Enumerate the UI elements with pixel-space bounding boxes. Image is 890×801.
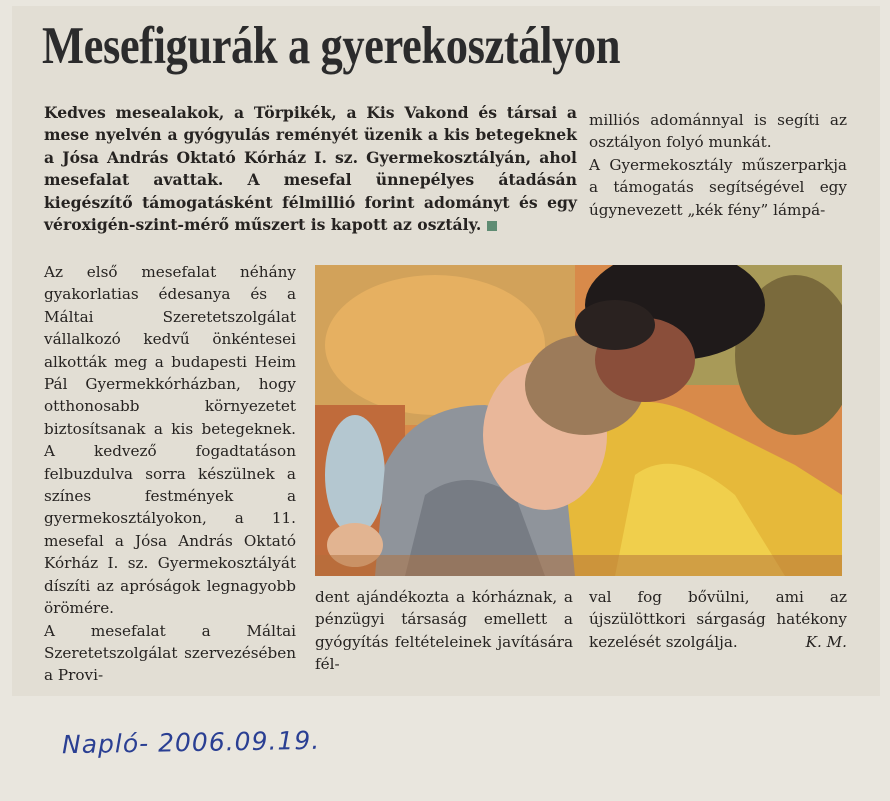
- author-signature: K. M.: [805, 632, 847, 651]
- lead-paragraph: [44, 102, 577, 236]
- headline: Mesefigurák a gyerekosztályon: [42, 17, 621, 75]
- col2-bottom-paragraph: dent ajándékozta a kórháznak, a pénzügyi társaság emellett a gyógyítás feltételeinek javítására fél-: [315, 588, 573, 674]
- col3-bottom-text: val fog bővülni, ami az újszülöttkori sárgaság hatékony kezelését szolgálja.: [589, 588, 847, 651]
- lead-text: Kedves mesealakok, a Törpikék, a Kis Vakond és társai a mese nyelvén a gyógyulás reményét üzenik a kis betegeknek a Jósa András Oktató Kórház I. sz. Gyermekosztályán, ahol mesefalat avattak. A mesefal ünnepélyes átadásán kiegészítő támogatásként félmillió forint adományt és egy véroxigén-szint-mérő műszert is kapott az osztály.: [44, 103, 577, 235]
- col3-top-paragraph-2: A Gyermekosztály műszerparkja a támogatás segítségével egy úgynevezett „kék fény” lámpá-: [589, 155, 847, 219]
- handwritten-date-note: Napló- 2006.09.19.: [61, 725, 321, 760]
- col3-top-paragraph-1: milliós adománnyal is segíti az osztályon folyó munkát.: [589, 111, 847, 152]
- column-2-bottom: [315, 586, 573, 676]
- col1-paragraph-2: A mesefalat a Máltai Szeretetszolgálat szervezésében a Provi-: [44, 621, 296, 685]
- col1-paragraph-1: Az első mesefalat néhány gyakorlatias édesanya és a Máltai Szeretetszolgálat vállalkozó kedvű önkéntesei alkották meg a budapesti Heim Pál Gyermekkórházban, hogy otthonosabb környezetet biztosítsanak a kis betegeknek. A kedvező fogadtatáson felbuzdulva sorra készülnek a színes festmények a gyermekosztályokon, a 11. mesefal a Jósa András Oktató Kórház I. sz. Gyermekosztályát díszíti az apróságok legnagyobb örömére.: [44, 263, 296, 618]
- column-3-bottom: [589, 586, 847, 653]
- column-3-top: [589, 109, 847, 221]
- newspaper-clipping: [12, 6, 880, 696]
- article-photo: [315, 265, 842, 576]
- end-square-icon: [487, 221, 497, 231]
- photo-mother-and-child: [315, 265, 842, 576]
- column-1: [44, 261, 296, 687]
- col3-bottom-paragraph: [589, 586, 847, 653]
